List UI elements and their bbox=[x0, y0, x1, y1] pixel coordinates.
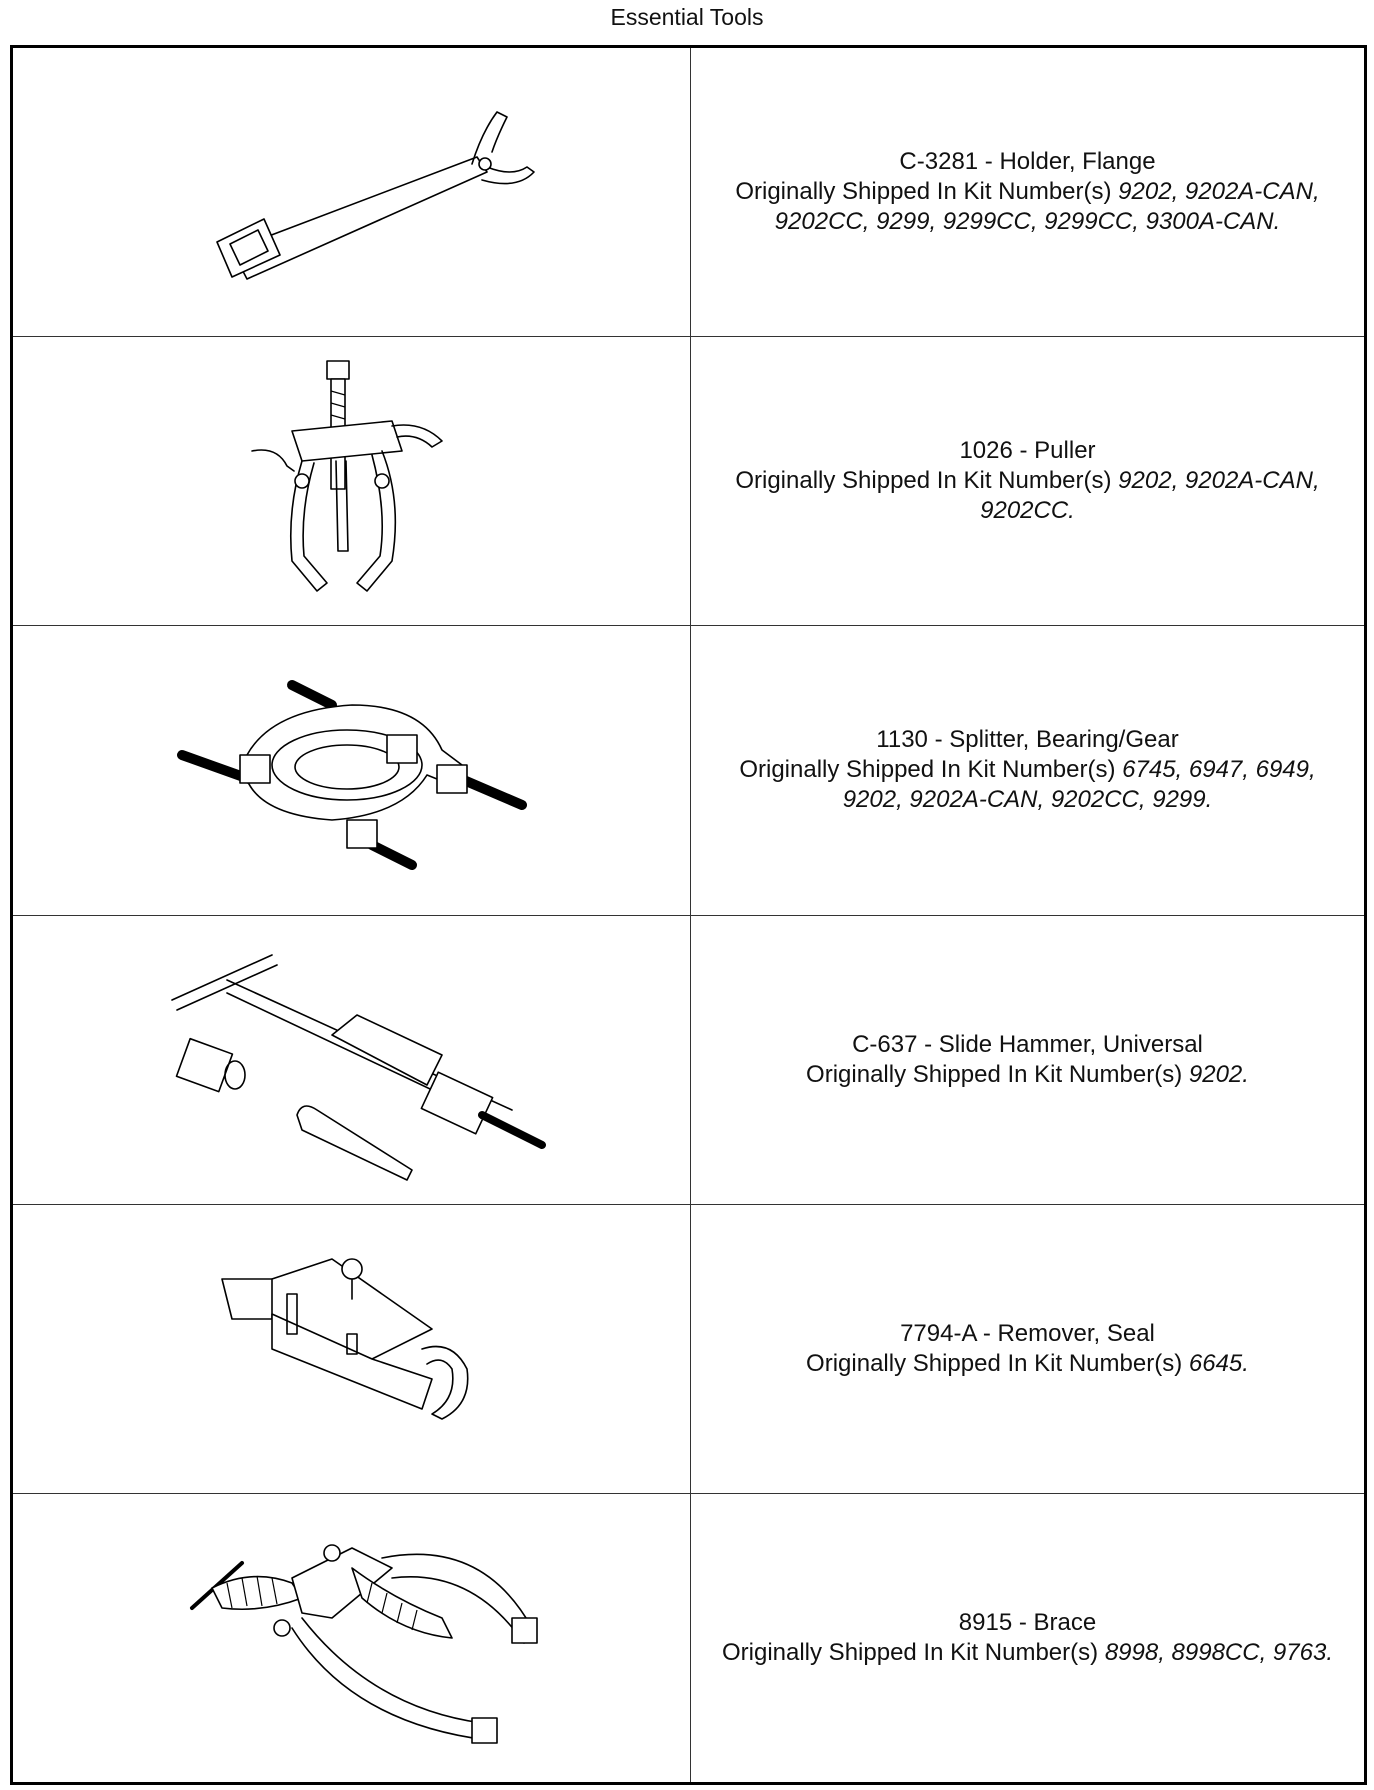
table-row bbox=[13, 1205, 1364, 1494]
table-row bbox=[13, 916, 1364, 1205]
kits-prefix: Originally Shipped In Kit Number(s) bbox=[735, 467, 1112, 495]
tool-description bbox=[691, 1205, 1364, 1493]
kit-numbers: 9202, 9202A-CAN, 9202CC, 9299, 9299CC, 9299CC, 9300A-CAN. bbox=[774, 178, 1320, 236]
kits-prefix: Originally Shipped In Kit Number(s) bbox=[806, 1349, 1183, 1377]
table-row bbox=[13, 337, 1364, 626]
splitter-drawing bbox=[13, 626, 691, 914]
kit-numbers: 8998, 8998CC, 9763. bbox=[1104, 1638, 1333, 1666]
kit-numbers: 6745, 6947, 6949, 9202, 9202A-CAN, 9202CC, 9299. bbox=[842, 756, 1316, 814]
kit-numbers: 9202, 9202A-CAN, 9202CC. bbox=[980, 467, 1320, 525]
tool-description bbox=[691, 626, 1364, 914]
tool-description bbox=[691, 916, 1364, 1204]
kit-numbers: 6645. bbox=[1188, 1349, 1249, 1377]
kits-prefix: Originally Shipped In Kit Number(s) bbox=[735, 178, 1112, 206]
kits-prefix: Originally Shipped In Kit Number(s) bbox=[806, 1060, 1183, 1088]
puller-drawing bbox=[13, 337, 691, 625]
kits-prefix: Originally Shipped In Kit Number(s) bbox=[721, 1638, 1099, 1666]
table-row bbox=[13, 626, 1364, 915]
tool-description bbox=[691, 48, 1364, 336]
holder-flange-drawing bbox=[13, 48, 691, 336]
seal-remover-drawing bbox=[13, 1205, 691, 1493]
kits-prefix: Originally Shipped In Kit Number(s) bbox=[739, 756, 1116, 784]
tool-name: C-637 - Slide Hammer, Universal bbox=[852, 1030, 1203, 1058]
tool-description bbox=[691, 1494, 1364, 1782]
tool-name: 1026 - Puller bbox=[959, 437, 1096, 465]
page-title: Essential Tools bbox=[610, 4, 764, 30]
tool-name: 1130 - Splitter, Bearing/Gear bbox=[876, 726, 1179, 754]
table-row bbox=[13, 1494, 1364, 1782]
brace-drawing bbox=[13, 1494, 691, 1782]
slide-hammer-drawing bbox=[13, 916, 691, 1204]
tool-name: 8915 - Brace bbox=[958, 1608, 1097, 1636]
table-row bbox=[13, 48, 1364, 337]
tool-name: 7794-A - Remover, Seal bbox=[900, 1319, 1155, 1347]
tools-table bbox=[10, 45, 1367, 1785]
kit-numbers: 9202. bbox=[1188, 1060, 1249, 1088]
tool-name: C-3281 - Holder, Flange bbox=[899, 148, 1156, 176]
tool-description bbox=[691, 337, 1364, 625]
